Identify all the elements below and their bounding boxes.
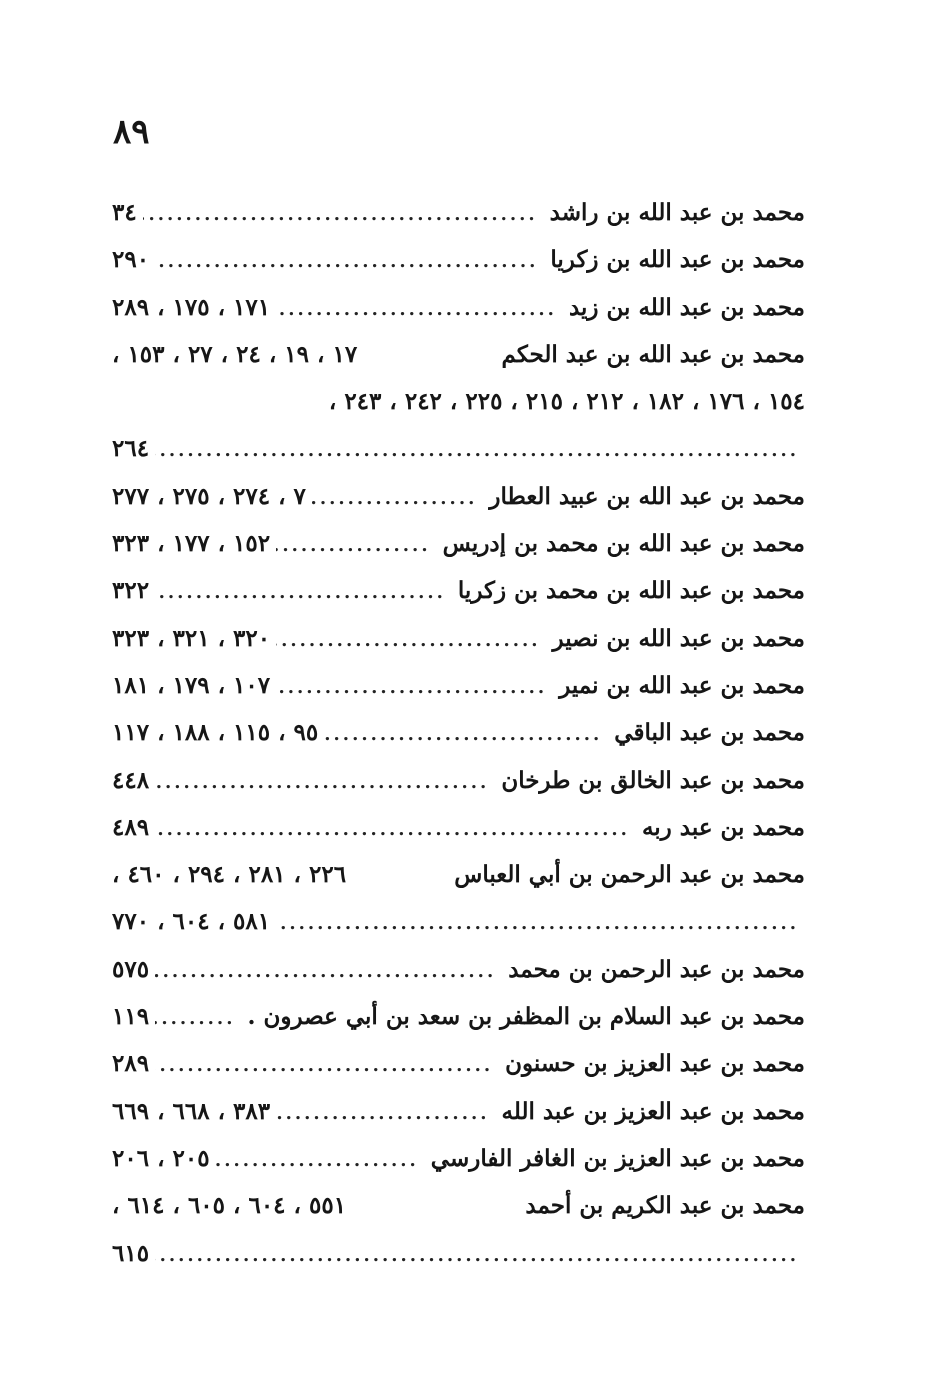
index-entry-line (112, 189, 805, 236)
entry-name: محمد بن عبد الله بن نصير (552, 624, 805, 652)
entry-name: محمد بن عبد العزيز بن حسنون (505, 1050, 805, 1078)
entry-name: محمد بن عبد الله بن عبد الحكم (501, 340, 805, 368)
entry-page-refs: ١٧ ، ١٩ ، ٢٤ ، ٢٧ ، ١٥٣ ، (112, 340, 358, 368)
entry-name: محمد بن عبد العزيز بن عبد الله (501, 1097, 805, 1125)
index-entry-line (112, 946, 805, 993)
entry-page-refs: ١٠٧ ، ١٧٩ ، ١٨١ (112, 671, 271, 699)
entry-page-refs: ٣٢٠ ، ٣٢١ ، ٣٢٣ (112, 624, 271, 652)
dot-leader (216, 1137, 419, 1182)
index-entry-line (112, 567, 805, 614)
entry-name: محمد بن عبد الله بن زيد (568, 293, 805, 321)
index-entries (112, 189, 805, 1277)
entry-page-refs: ٥٧٥ (112, 955, 150, 983)
dot-leader (312, 475, 477, 520)
index-entry-line (112, 615, 805, 662)
index-entry-line (112, 473, 805, 520)
entry-page-refs: ١٧١ ، ١٧٥ ، ٢٨٩ (112, 293, 271, 321)
index-entry-line (112, 898, 805, 945)
dot-leader (155, 995, 235, 1040)
dot-leader (276, 1090, 489, 1135)
entry-page-refs: ٩٥ ، ١١٥ ، ١٨٨ ، ١١٧ (112, 719, 319, 747)
index-entry-line (112, 1182, 805, 1229)
entry-name: محمد بن عبد الباقي (614, 719, 805, 747)
entry-name: محمد بن عبد الله بن محمد بن زكريا (457, 577, 805, 605)
entry-page-refs: ١٥٤ ، ١٧٦ ، ١٨٢ ، ٢١٢ ، ٢١٥ ، ٢٢٥ ، ٢٤٢ ، ٢٤٣ ، (328, 388, 805, 416)
dot-leader (155, 238, 538, 283)
dot-leader (276, 617, 540, 662)
entry-page-refs: ٢٨٩ (112, 1050, 150, 1078)
index-entry-line (112, 1230, 805, 1277)
entry-page-refs: ٢٩٠ (112, 246, 150, 274)
entry-page-refs: ٢٢٦ ، ٢٨١ ، ٢٩٤ ، ٤٦٠ ، (112, 861, 347, 889)
entry-page-refs: ١١٩ (112, 1003, 150, 1031)
entry-page-refs: ٤٤٨ (112, 766, 150, 794)
entry-page-refs: ٦١٥ (112, 1239, 150, 1267)
index-entry-line (112, 236, 805, 283)
entry-page-refs: ٢٦٤ (112, 435, 150, 463)
entry-page-refs: ٥٨١ ، ٦٠٤ ، ٧٧٠ (112, 908, 271, 936)
dot-leader (324, 711, 602, 756)
page-number: ٨٩ (113, 112, 150, 152)
index-entry-line (112, 520, 805, 567)
dot-leader (276, 664, 547, 709)
dot-leader (276, 286, 557, 331)
index-entry-line (112, 709, 805, 756)
entry-name: محمد بن عبد العزيز بن الغافر الفارسي (430, 1144, 805, 1172)
entry-name: محمد بن عبد ربه (641, 813, 805, 841)
dot-leader (276, 522, 431, 567)
entry-name: محمد بن عبد الله بن راشد (549, 199, 805, 226)
entry-name: محمد بن عبد الكريم بن أحمد (525, 1192, 805, 1220)
entry-name: محمد بن عبد الله بن محمد بن إدريس (442, 530, 805, 558)
index-entry-line (112, 378, 805, 425)
index-entry-line (112, 1088, 805, 1135)
dot-leader (155, 948, 496, 993)
index-entry-line (112, 804, 805, 851)
index-entry-line (112, 1135, 805, 1182)
index-entry-line (112, 662, 805, 709)
index-entry-line (112, 331, 805, 378)
index-entry-line (112, 757, 805, 804)
index-entry-line (112, 284, 805, 331)
entry-page-refs: ٣٨٣ ، ٦٦٨ ، ٦٦٩ (112, 1097, 271, 1125)
index-entry-line (112, 425, 805, 472)
entry-page-refs: ١٥٢ ، ١٧٧ ، ٣٢٣ (112, 530, 271, 558)
entry-name: محمد بن عبد الله بن زكريا (550, 246, 805, 274)
entry-name: محمد بن عبد الله بن عبيد العطار (489, 482, 805, 510)
dot-leader (276, 900, 799, 945)
dot-leader (155, 569, 446, 614)
index-entry-line (112, 993, 805, 1040)
entry-name: محمد بن عبد الرحمن بن محمد (508, 955, 805, 983)
dot-leader (143, 191, 538, 236)
dot-leader (155, 806, 630, 851)
entry-page-refs: ٤٨٩ (112, 813, 150, 841)
entry-name: محمد بن عبد السلام بن المظفر بن سعد بن أبي عصرون . (247, 1003, 805, 1031)
entry-page-refs: ٣٢٢ (112, 577, 150, 605)
entry-name: محمد بن عبد الرحمن بن أبي العباس (454, 861, 805, 889)
dot-leader (155, 1232, 799, 1277)
index-entry-line (112, 1040, 805, 1087)
entry-page-refs: ٣٤ (112, 199, 137, 226)
index-entry-line (112, 851, 805, 898)
entry-name: محمد بن عبد الله بن نمير (559, 671, 805, 699)
entry-page-refs: ٢٠٥ ، ٢٠٦ (112, 1144, 210, 1172)
dot-leader (155, 1042, 493, 1087)
entry-name: محمد بن عبد الخالق بن طرخان (501, 766, 805, 794)
dot-leader (155, 759, 489, 804)
entry-page-refs: ٧ ، ٢٧٤ ، ٢٧٥ ، ٢٧٧ (112, 482, 306, 510)
dot-leader (155, 427, 799, 472)
entry-page-refs: ٥٥١ ، ٦٠٤ ، ٦٠٥ ، ٦١٤ ، (112, 1192, 347, 1220)
